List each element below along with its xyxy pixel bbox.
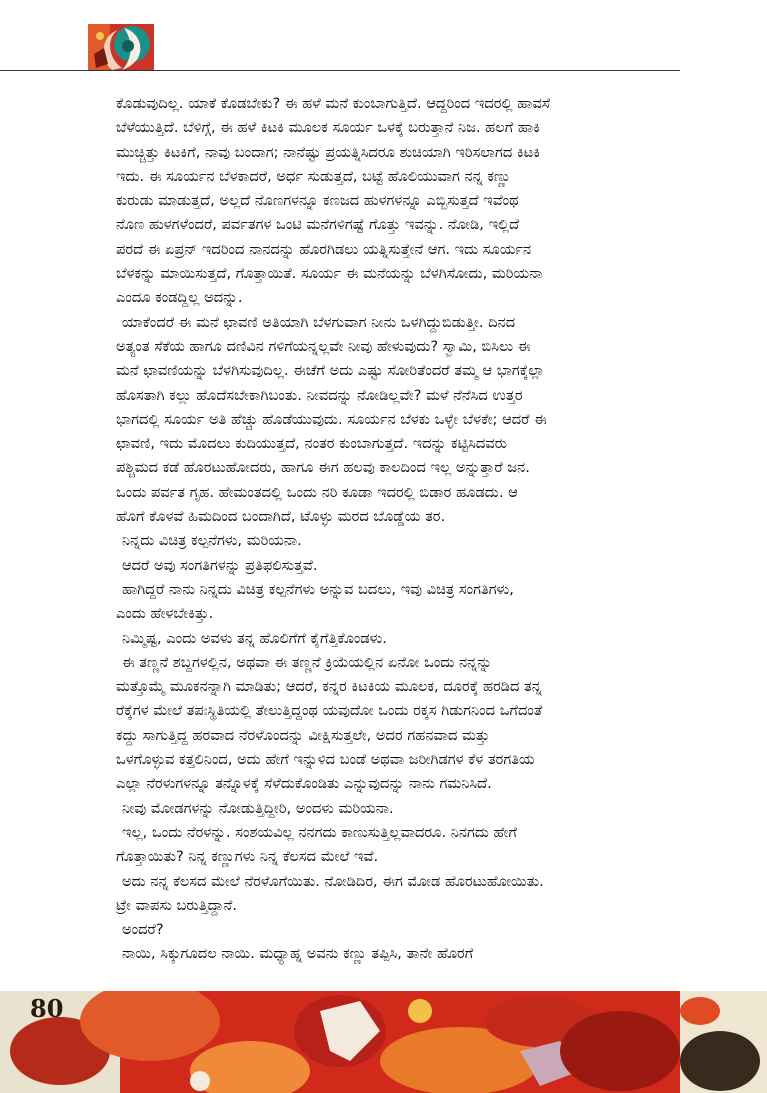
abstract-red-floral-footer-icon	[0, 991, 767, 1093]
text-line: ಒಂದು ಪರ್ವತ ಗೃಹ. ಹೇಮಂತದಲ್ಲಿ ಒಂದು ನರಿ ಕೂಡಾ ಇದರಲ್ಲಿ ಬಿಡಾರ ಹೂಡದು. ಆ	[116, 483, 518, 501]
text-line: ಛಾವಣಿ, ಇದು ಮೊದಲು ಕುದಿಯುತ್ತದೆ, ನಂತರ ಕುಂಬಾಗುತ್ತದೆ. ಇದನ್ನು ಕಟ್ಟಿಸಿದವರು	[116, 435, 508, 453]
text-line: ಬೆಳಕನ್ನು ಮಾಯಿಸುತ್ತದೆ, ಗೊತ್ತಾಯಿತೆ. ಸೂರ್ಯ ಈ ಮನೆಯನ್ನು ಬೆಳಗಿಸೋದು, ಮರಿಯನಾ	[116, 265, 543, 283]
text-line: ಬೆಳೆಯುತ್ತಿದೆ. ಬೆಳಿಗ್ಗೆ, ಈ ಹಳೆ ಕಿಟಕಿ ಮೂಲಕ ಸೂರ್ಯ ಒಳಕ್ಕೆ ಬರುತ್ತಾನೆ ನಿಜ. ಹಲಗೆ ಹಾಕಿ	[116, 119, 540, 137]
woman-profile-illustration-icon	[88, 24, 154, 70]
text-line: ಹಾಗಿದ್ದರೆ ನಾನು ನಿನ್ನದು ವಿಚಿತ್ರ ಕಲ್ಪನೆಗಳು ಅನ್ನುವ ಬದಲು, ಇವು ವಿಚಿತ್ರ ಸಂಗತಿಗಳು,	[122, 580, 514, 598]
page-number: 80	[30, 994, 64, 1023]
text-line: ಈ ತಣ್ಣನೆ ಶಬ್ದಗಳಲ್ಲಿನ, ಅಥವಾ ಈ ತಣ್ಣನೆ ಕ್ರಿಯೆಯಲ್ಲಿನ ಏನೋ ಒಂದು ನನ್ನನ್ನು	[122, 653, 492, 671]
text-line: ಭಾಗದಲ್ಲಿ ಸೂರ್ಯ ಅತಿ ಹೆಚ್ಚು ಹೊಡೆಯುವುದು. ಸೂರ್ಯನ ಬೆಳಕು ಒಳ್ಳೇ ಬೆಳಕೇ; ಆದರೆ ಈ	[116, 410, 547, 428]
text-line: ಅಂದರೆ?	[122, 921, 164, 939]
text-line: ಕೊಡುವುದಿಲ್ಲ. ಯಾಕೆ ಕೊಡಬೇಕು? ಈ ಹಳೆ ಮನೆ ಕುಂಬಾಗುತ್ತಿದೆ. ಆದ್ದರಿಂದ ಇದರಲ್ಲಿ ಹಾವಸೆ	[116, 95, 551, 112]
text-line: ಇಲ್ಲ, ಒಂದು ನೆರಳನ್ನು. ಸಂಶಯವಿಲ್ಲ ನನಗದು ಕಾಣುಸುತ್ತಿಲ್ಲವಾದರೂ. ನಿನಗದು ಹೇಗೆ	[122, 823, 517, 841]
text-line: ಒಳಗೊಳ್ಳುವ ಕತ್ತಲಿನಿಂದ, ಅದು ಹೇಗೆ ಇನ್ನುಳಿದ ಬಂಡೆ ಅಥವಾ ಜರೀಗಿಡಗಳ ಕೆಳ ತರಗತಿಯ	[116, 751, 535, 769]
text-line: ಮುಚ್ಚಿತ್ತು ಕಿಟಕಿಗೆ, ನಾವು ಬಂದಾಗ; ನಾನೆಷ್ಟು ಪ್ರಯತ್ನಿಸಿದರೂ ಶುಚಿಯಾಗಿ ಇರಿಸಲಾಗದ ಕಿಟಕಿ	[116, 143, 541, 161]
body-text	[116, 92, 681, 967]
text-line: ನೀವು ಮೋಡಗಳನ್ನು ನೋಡುತ್ತಿದ್ದೀರಿ, ಅಂದಳು ಮರಿಯನಾ.	[122, 799, 394, 817]
text-line: ಮತ್ತೊಮ್ಮೆ ಮೂಕನನ್ನಾಗಿ ಮಾಡಿತು; ಆದರೆ, ಕನ್ನರ ಕಿಟಕಿಯ ಮೂಲಕ, ದೂರಕ್ಕೆ ಹರಡಿದ ತನ್ನ	[116, 678, 542, 696]
text-line: ನಿಮ್ಮಿಷ್ಟ, ಎಂದು ಅವಳು ತನ್ನ ಹೊಲಿಗೆಗೆ ಕೈಗೆತ್ತಿಕೊಂಡಳು.	[122, 629, 387, 647]
text-line: ಹೊಸತಾಗಿ ಕಲ್ಲು ಹೊದೆಸಬೇಕಾಗಿಬಂತು. ನೀವದನ್ನು ನೋಡಿಲ್ಲವೇ? ಮಳೆ ನೆನೆಸಿದ ಉತ್ತರ	[116, 386, 523, 404]
text-line: ಎಂದು ಹೇಳಬೇಕಿತ್ತು.	[116, 605, 214, 623]
text-line: ಆದರೆ ಅವು ಸಂಗತಿಗಳನ್ನು ಪ್ರತಿಫಲಿಸುತ್ತವೆ.	[122, 556, 318, 574]
header-rule	[0, 70, 680, 71]
text-line: ಎಲ್ಲಾ ನೆರಳುಗಳನ್ನೂ ತನ್ನೊಳಕ್ಕೆ ಸೆಳೆದುಕೊಂಡಿತು ಎನ್ನುವುದನ್ನು ನಾನು ಗಮನಿಸಿದೆ.	[116, 775, 492, 793]
text-line: ಪರದೆ ಈ ಏಪ್ರನ್ ಇದರಿಂದ ನಾನದನ್ನು ಹೊರಗಿಡಲು ಯತ್ನಿಸುತ್ತೇನೆ ಆಗ. ಇದು ಸೂರ್ಯನ	[116, 240, 532, 258]
text-line: ಯಾಕೆಂದರೆ ಈ ಮನೆ ಛಾವಣಿ ಅತಿಯಾಗಿ ಬೆಳಗುವಾಗ ನೀನು ಒಳಗಿದ್ದುಬಿಡುತ್ತೀ. ದಿನದ	[122, 313, 516, 331]
text-line: ಟ್ರೇ ವಾಪಸು ಬರುತ್ತಿದ್ದಾನೆ.	[116, 896, 237, 914]
text-line: ಇದು. ಈ ಸೂರ್ಯನ ಬೆಳಕಾದರೆ, ಅರ್ಧ ಸುಡುತ್ತದೆ, ಬಟ್ಟೆ ಹೊಲಿಯುವಾಗ ನನ್ನ ಕಣ್ಣು	[116, 167, 511, 185]
text-line: ನೊಣ ಹುಳಗಳೆಂದರೆ, ಪರ್ವತಗಳ ಒಂಟಿ ಮನೆಗಳಿಗಷ್ಟೆ ಗೊತ್ತು ಇವನ್ನು. ನೋಡಿ, ಇಲ್ಲಿದೆ	[116, 216, 520, 234]
text-line: ಹೊಗೆ ಕೊಳವೆ ಹಿಮದಿಂದ ಬಂದಾಗಿದೆ, ಟೊಳ್ಳು ಮರದ ಬೊಡ್ಡೆಯ ತರ.	[116, 508, 446, 526]
text-line: ಪಶ್ಚಿಮದ ಕಡೆ ಹೊರಟುಹೋದರು, ಹಾಗೂ ಈಗ ಹಲವು ಕಾಲದಿಂದ ಇಲ್ಲ ಅನ್ನುತ್ತಾರೆ ಜನ.	[116, 459, 530, 477]
text-line: ಕುರುಡು ಮಾಡುತ್ತದೆ, ಅಲ್ಲದೆ ನೊಣಗಳನ್ನೂ ಕಣಜದ ಹುಳಗಳನ್ನೂ ಎಬ್ಬಿಸುತ್ತದೆ ಇವೆಂಥ	[116, 192, 519, 210]
text-line: ನಿನ್ನದು ವಿಚಿತ್ರ ಕಲ್ಪನೆಗಳು, ಮರಿಯನಾ.	[122, 532, 302, 550]
text-line: ಎಂದೂ ಕಂಡದ್ದಿಲ್ಲ ಅದನ್ನು.	[116, 289, 243, 307]
text-line: ಅತ್ಯಂತ ಸೆಕೆಯ ಹಾಗೂ ದಣಿವಿನ ಗಳಿಗೆಯನ್ನಲ್ಲವೇ ನೀವು ಹೇಳುವುದು? ಸ್ವಾಮಿ, ಬಿಸಿಲು ಈ	[116, 337, 531, 355]
text-line: ಗೊತ್ತಾಯಿತು? ನಿನ್ನ ಕಣ್ಣುಗಳು ನಿನ್ನ ಕೆಲಸದ ಮೇಲೆ ಇವೆ.	[116, 848, 379, 866]
text-line: ರೆಕ್ಕೆಗಳ ಮೇಲೆ ತಪಃಸ್ಥಿತಿಯಲ್ಲಿ ತೇಲುತ್ತಿದ್ದಂಥ ಯವುದೋ ಒಂದು ರಕ್ಕಸ ಗಿಡುಗನಿಂದ ಒಗೆದಂತೆ	[116, 702, 543, 720]
text-line: ಕದ್ದು ಸಾಗುತ್ತಿದ್ದ ಹರವಾದ ನೆರಳೊಂದನ್ನು ವೀಕ್ಷಿಸುತ್ತಲೇ, ಅದರ ಗಹನವಾದ ಮತ್ತು	[116, 726, 490, 744]
text-line: ಮನೆ ಛಾವಣಿಯನ್ನು ಬೆಳಗಿಸುವುದಿಲ್ಲ. ಈಚೆಗೆ ಅದು ಎಷ್ಟು ಸೋರಿತೆಂದರೆ ತಮ್ಮ ಆ ಭಾಗಕ್ಕೆಲ್ಲಾ	[116, 362, 545, 380]
header-logo	[88, 24, 154, 70]
text-line: ಅದು ನನ್ನ ಕೆಲಸದ ಮೇಲೆ ನೆರಳೊಗೆಯಿತು. ನೋಡಿದಿರ, ಈಗ ಮೋಡ ಹೊರಟುಹೋಯಿತು.	[122, 872, 544, 890]
footer-decoration	[0, 991, 767, 1093]
text-line: ನಾಯಿ, ಸಿಕ್ಕುಗೂದಲ ನಾಯಿ. ಮಧ್ಯಾಹ್ನ ಅವನು ಕಣ್ಣು ತಪ್ಪಿಸಿ, ತಾನೇ ಹೊರಗೆ	[122, 945, 474, 963]
